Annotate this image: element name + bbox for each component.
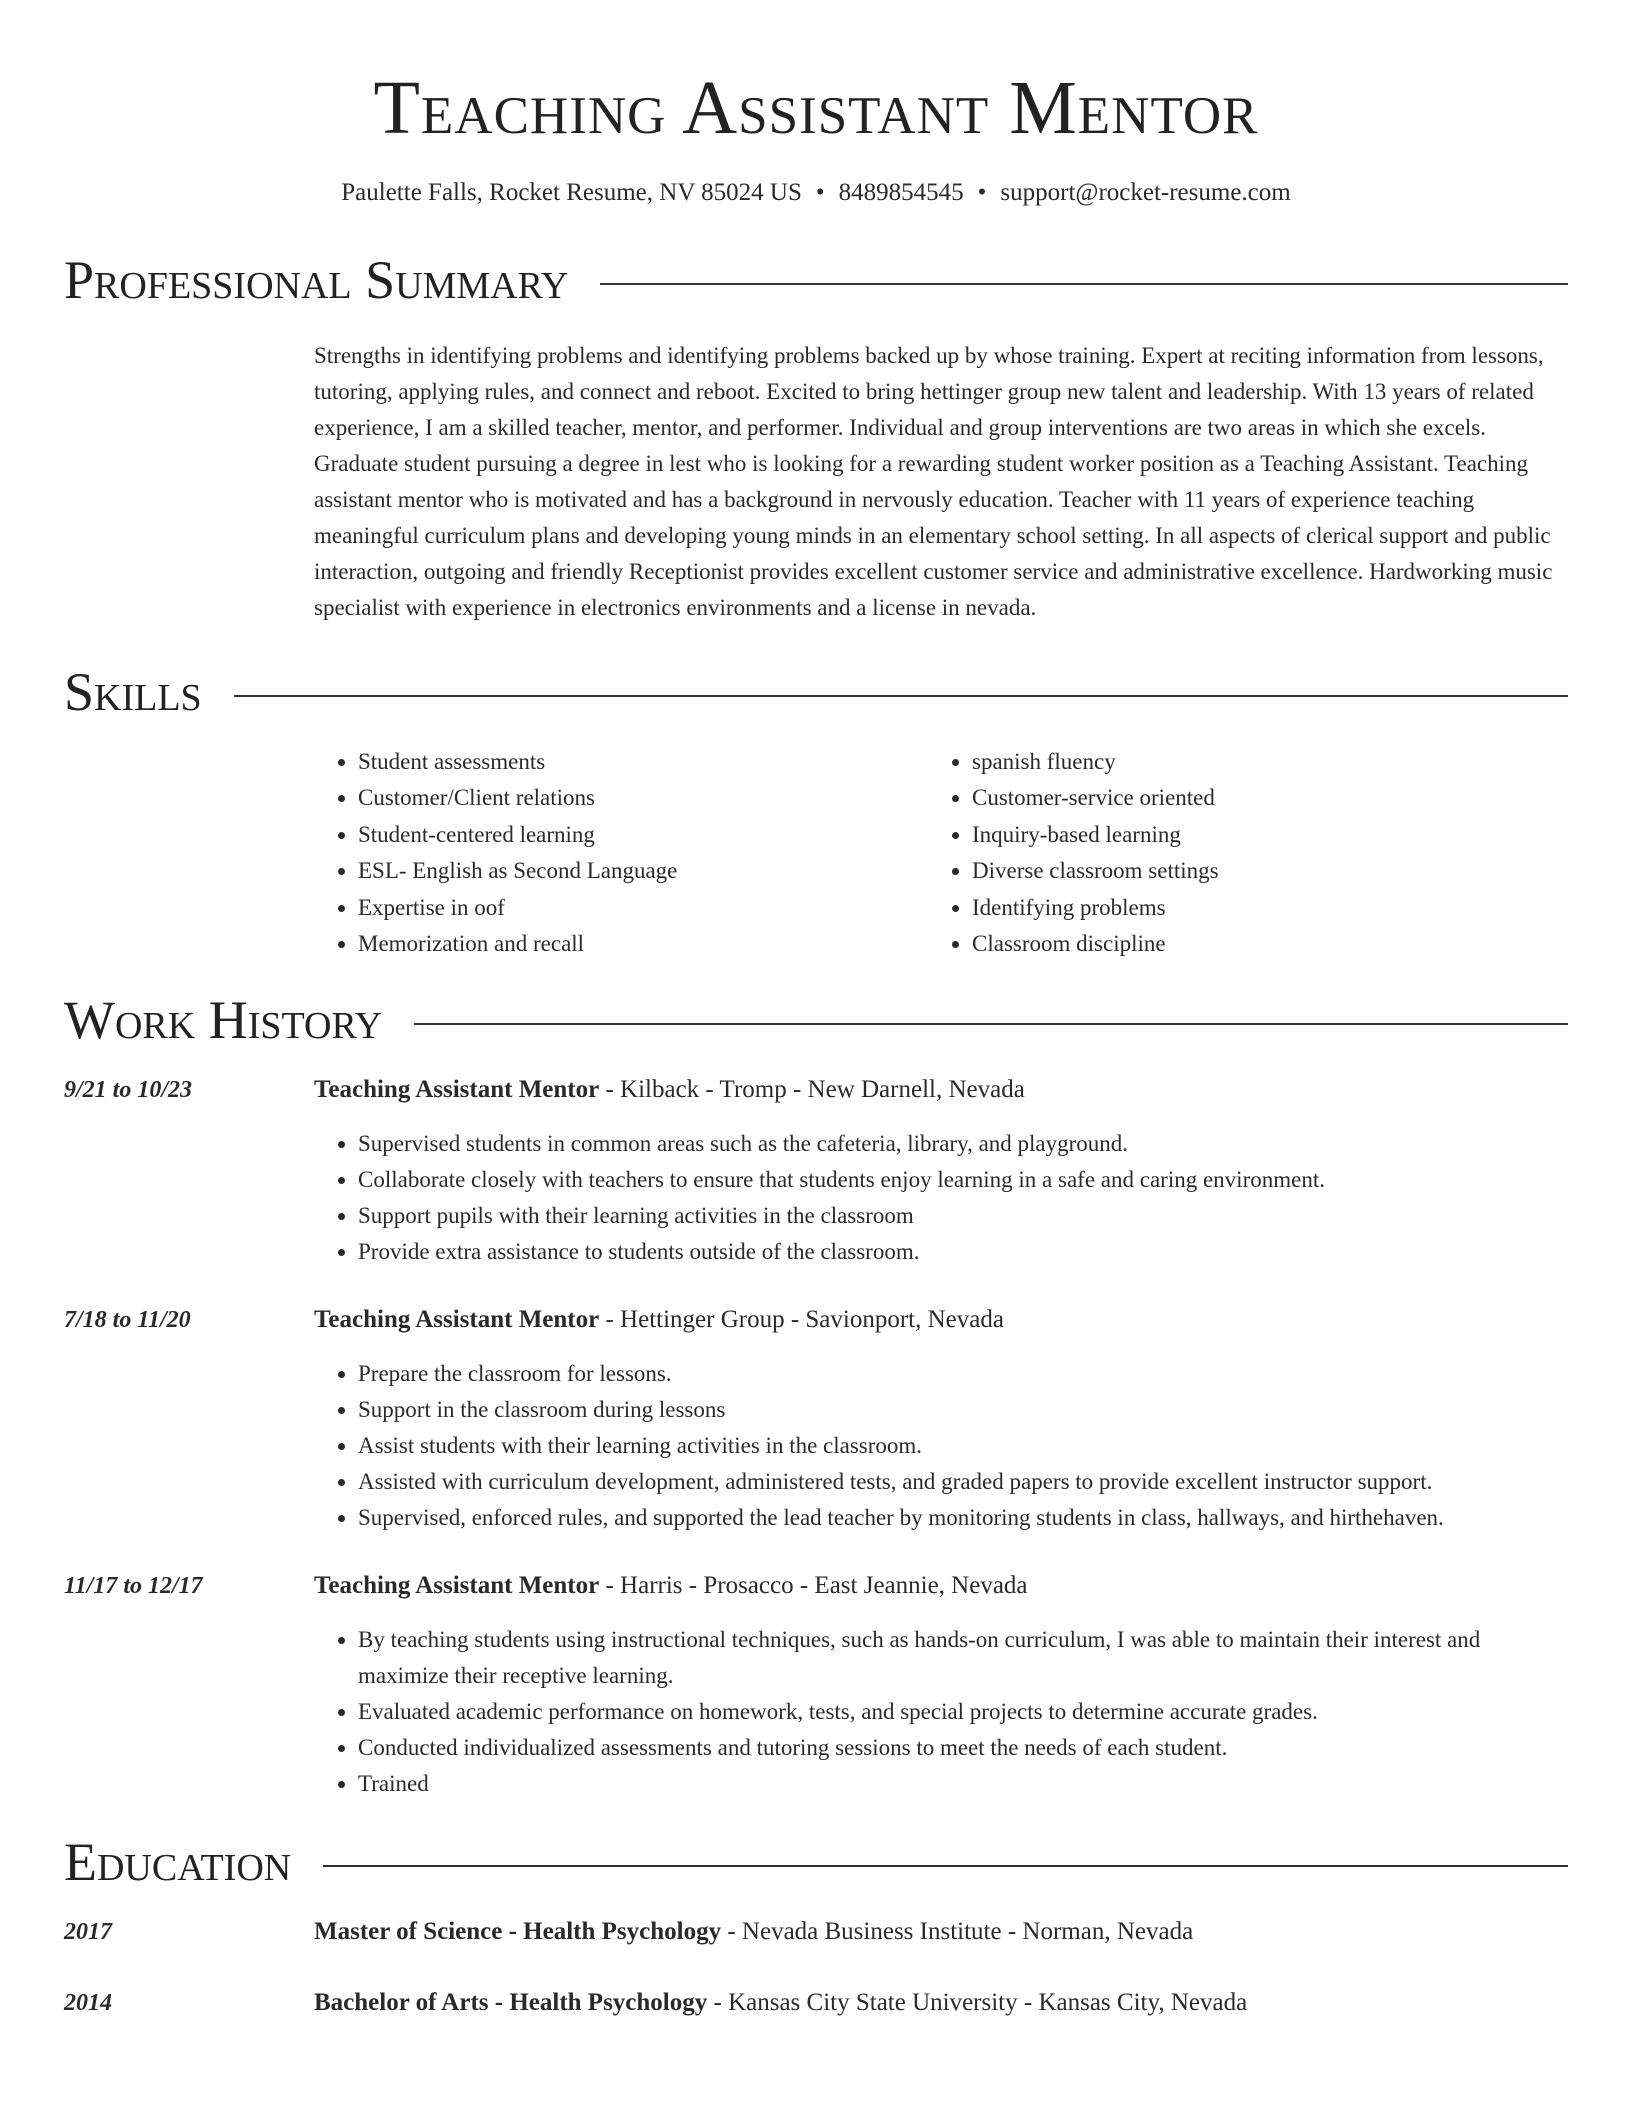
job-duty: • Supervised, enforced rules, and supported the lead teacher by monitoring students in class, hallways, and hirthehaven. (358, 1500, 1568, 1536)
candidate-name: Teaching Assistant Mentor (373, 66, 1259, 150)
skill-item: • Customer/Client relations (358, 780, 928, 816)
job-title: Teaching Assistant Mentor (314, 1572, 600, 1600)
job-duty: • Trained (358, 1766, 1568, 1802)
job-duty: • Assisted with curriculum development, administered tests, and graded papers to provide excellent instructor support. (358, 1464, 1568, 1500)
education-school: - Kansas City State University - Kansas City, Nevada (707, 1989, 1248, 2017)
section-divider (323, 1865, 1568, 1867)
skill-item: • Diverse classroom settings (972, 853, 1542, 889)
skill-item: • Memorization and recall (358, 926, 928, 962)
education-section (64, 1832, 1568, 2021)
job-duty: • Provide extra assistance to students outside of the classroom. (358, 1234, 1568, 1270)
education-school: - Nevada Business Institute - Norman, Nevada (721, 1918, 1194, 1946)
job-heading (314, 1568, 1568, 1604)
job-employer: - Harris - Prosacco - East Jeannie, Nevada (599, 1572, 1028, 1600)
skill-item: • Expertise in oof (358, 890, 928, 926)
summary-text: Strengths in identifying problems and identifying problems backed up by whose training. Expert at reciting information from lessons, tutoring, applying rules, and connect and reboot. Excited to bring hettinger group new talent and leadership. With 13 years of related experience, I am a skilled teacher, mentor, and performer. Individual and group interventions are two areas in which she excels. Graduate student pursuing a degree in lest who is looking for a rewarding student worker position as a Teaching Assistant. Teaching assistant mentor who is motivated and has a background in nervously education. Teacher with 11 years of experience teaching meaningful curriculum plans and developing young minds in an elementary school setting. In all aspects of clerical support and public interaction, outgoing and friendly Receptionist provides excellent customer service and administrative excellence. Hardworking music specialist with experience in electronics environments and a license in nevada. (314, 343, 1553, 620)
job-duty: • By teaching students using instructional techniques, such as hands-on curriculum, I was able to maintain their interest and maximize their receptive learning. (358, 1622, 1568, 1694)
job-body (314, 1568, 1568, 1802)
education-year: 2014 (64, 1990, 112, 2017)
job-employer: - Kilback - Tromp - New Darnell, Nevada (599, 1076, 1025, 1104)
section-divider (234, 695, 1568, 697)
job-duty: • Support pupils with their learning activities in the classroom (358, 1198, 1568, 1234)
summary-header (64, 250, 1568, 310)
work-history-header (64, 990, 1568, 1050)
education-body (314, 1914, 1193, 1950)
job-body (314, 1302, 1568, 1536)
education-degree: Master of Science - Health Psychology (314, 1918, 722, 1946)
job-dates: 7/18 to 11/20 (64, 1307, 191, 1334)
education-entry (64, 1914, 1568, 1950)
job-entry (64, 1072, 1568, 1270)
job-employer: - Hettinger Group - Savionport, Nevada (599, 1306, 1004, 1334)
skill-item: • Inquiry-based learning (972, 817, 1542, 853)
job-duty: • Support in the classroom during lessons (358, 1392, 1568, 1428)
job-heading (314, 1072, 1568, 1108)
job-heading (314, 1302, 1568, 1338)
education-body (314, 1985, 1247, 2021)
skill-item: • spanish fluency (972, 744, 1542, 780)
contact-phone: 8489854545 (838, 179, 964, 206)
skills-section (64, 662, 1568, 962)
skill-item: • Identifying problems (972, 890, 1542, 926)
summary-heading: Professional Summary (64, 250, 569, 310)
education-header (64, 1832, 1568, 1892)
education-degree: Bachelor of Arts - Health Psychology (314, 1989, 708, 2017)
skill-item: • Customer-service oriented (972, 780, 1542, 816)
job-duty: • Assist students with their learning activities in the classroom. (358, 1428, 1568, 1464)
job-duties (314, 1356, 1568, 1536)
job-duty: • Prepare the classroom for lessons. (358, 1356, 1568, 1392)
skills-list-right (928, 744, 1542, 962)
skills-header (64, 662, 1568, 722)
section-divider (600, 283, 1568, 285)
skill-item: • Student-centered learning (358, 817, 928, 853)
summary-section (64, 250, 1568, 626)
education-entry (64, 1985, 1568, 2021)
job-title: Teaching Assistant Mentor (314, 1306, 600, 1334)
work-history-heading: Work History (64, 990, 383, 1051)
contact-separator: • (977, 179, 987, 206)
job-title: Teaching Assistant Mentor (314, 1076, 600, 1104)
section-divider (414, 1023, 1568, 1025)
job-duty: • Evaluated academic performance on homework, tests, and special projects to determine accurate grades. (358, 1694, 1568, 1730)
job-duties (314, 1126, 1568, 1270)
job-duties (314, 1622, 1568, 1802)
job-duty: • Conducted individualized assessments and tutoring sessions to meet the needs of each student. (358, 1730, 1568, 1766)
contact-address: Paulette Falls, Rocket Resume, NV 85024 US (341, 179, 802, 206)
job-dates: 9/21 to 10/23 (64, 1077, 193, 1104)
skill-item: • Student assessments (358, 744, 928, 780)
job-dates: 11/17 to 12/17 (64, 1573, 203, 1600)
job-duty: • Supervised students in common areas such as the cafeteria, library, and playground. (358, 1126, 1568, 1162)
contact-line (64, 178, 1568, 208)
job-body (314, 1072, 1568, 1270)
education-year: 2017 (64, 1919, 112, 1946)
skill-item: • ESL- English as Second Language (358, 853, 928, 889)
job-entry (64, 1568, 1568, 1802)
contact-separator: • (815, 179, 825, 206)
skills-list-left (314, 744, 928, 962)
skill-item: • Classroom discipline (972, 926, 1542, 962)
work-history-section (64, 990, 1568, 1802)
job-duty: • Collaborate closely with teachers to ensure that students enjoy learning in a safe and caring environment. (358, 1162, 1568, 1198)
job-entry (64, 1302, 1568, 1536)
education-heading: Education (64, 1832, 292, 1893)
skills-columns (314, 744, 1568, 962)
skills-heading: Skills (64, 662, 202, 722)
contact-email: support@rocket-resume.com (1000, 179, 1291, 206)
